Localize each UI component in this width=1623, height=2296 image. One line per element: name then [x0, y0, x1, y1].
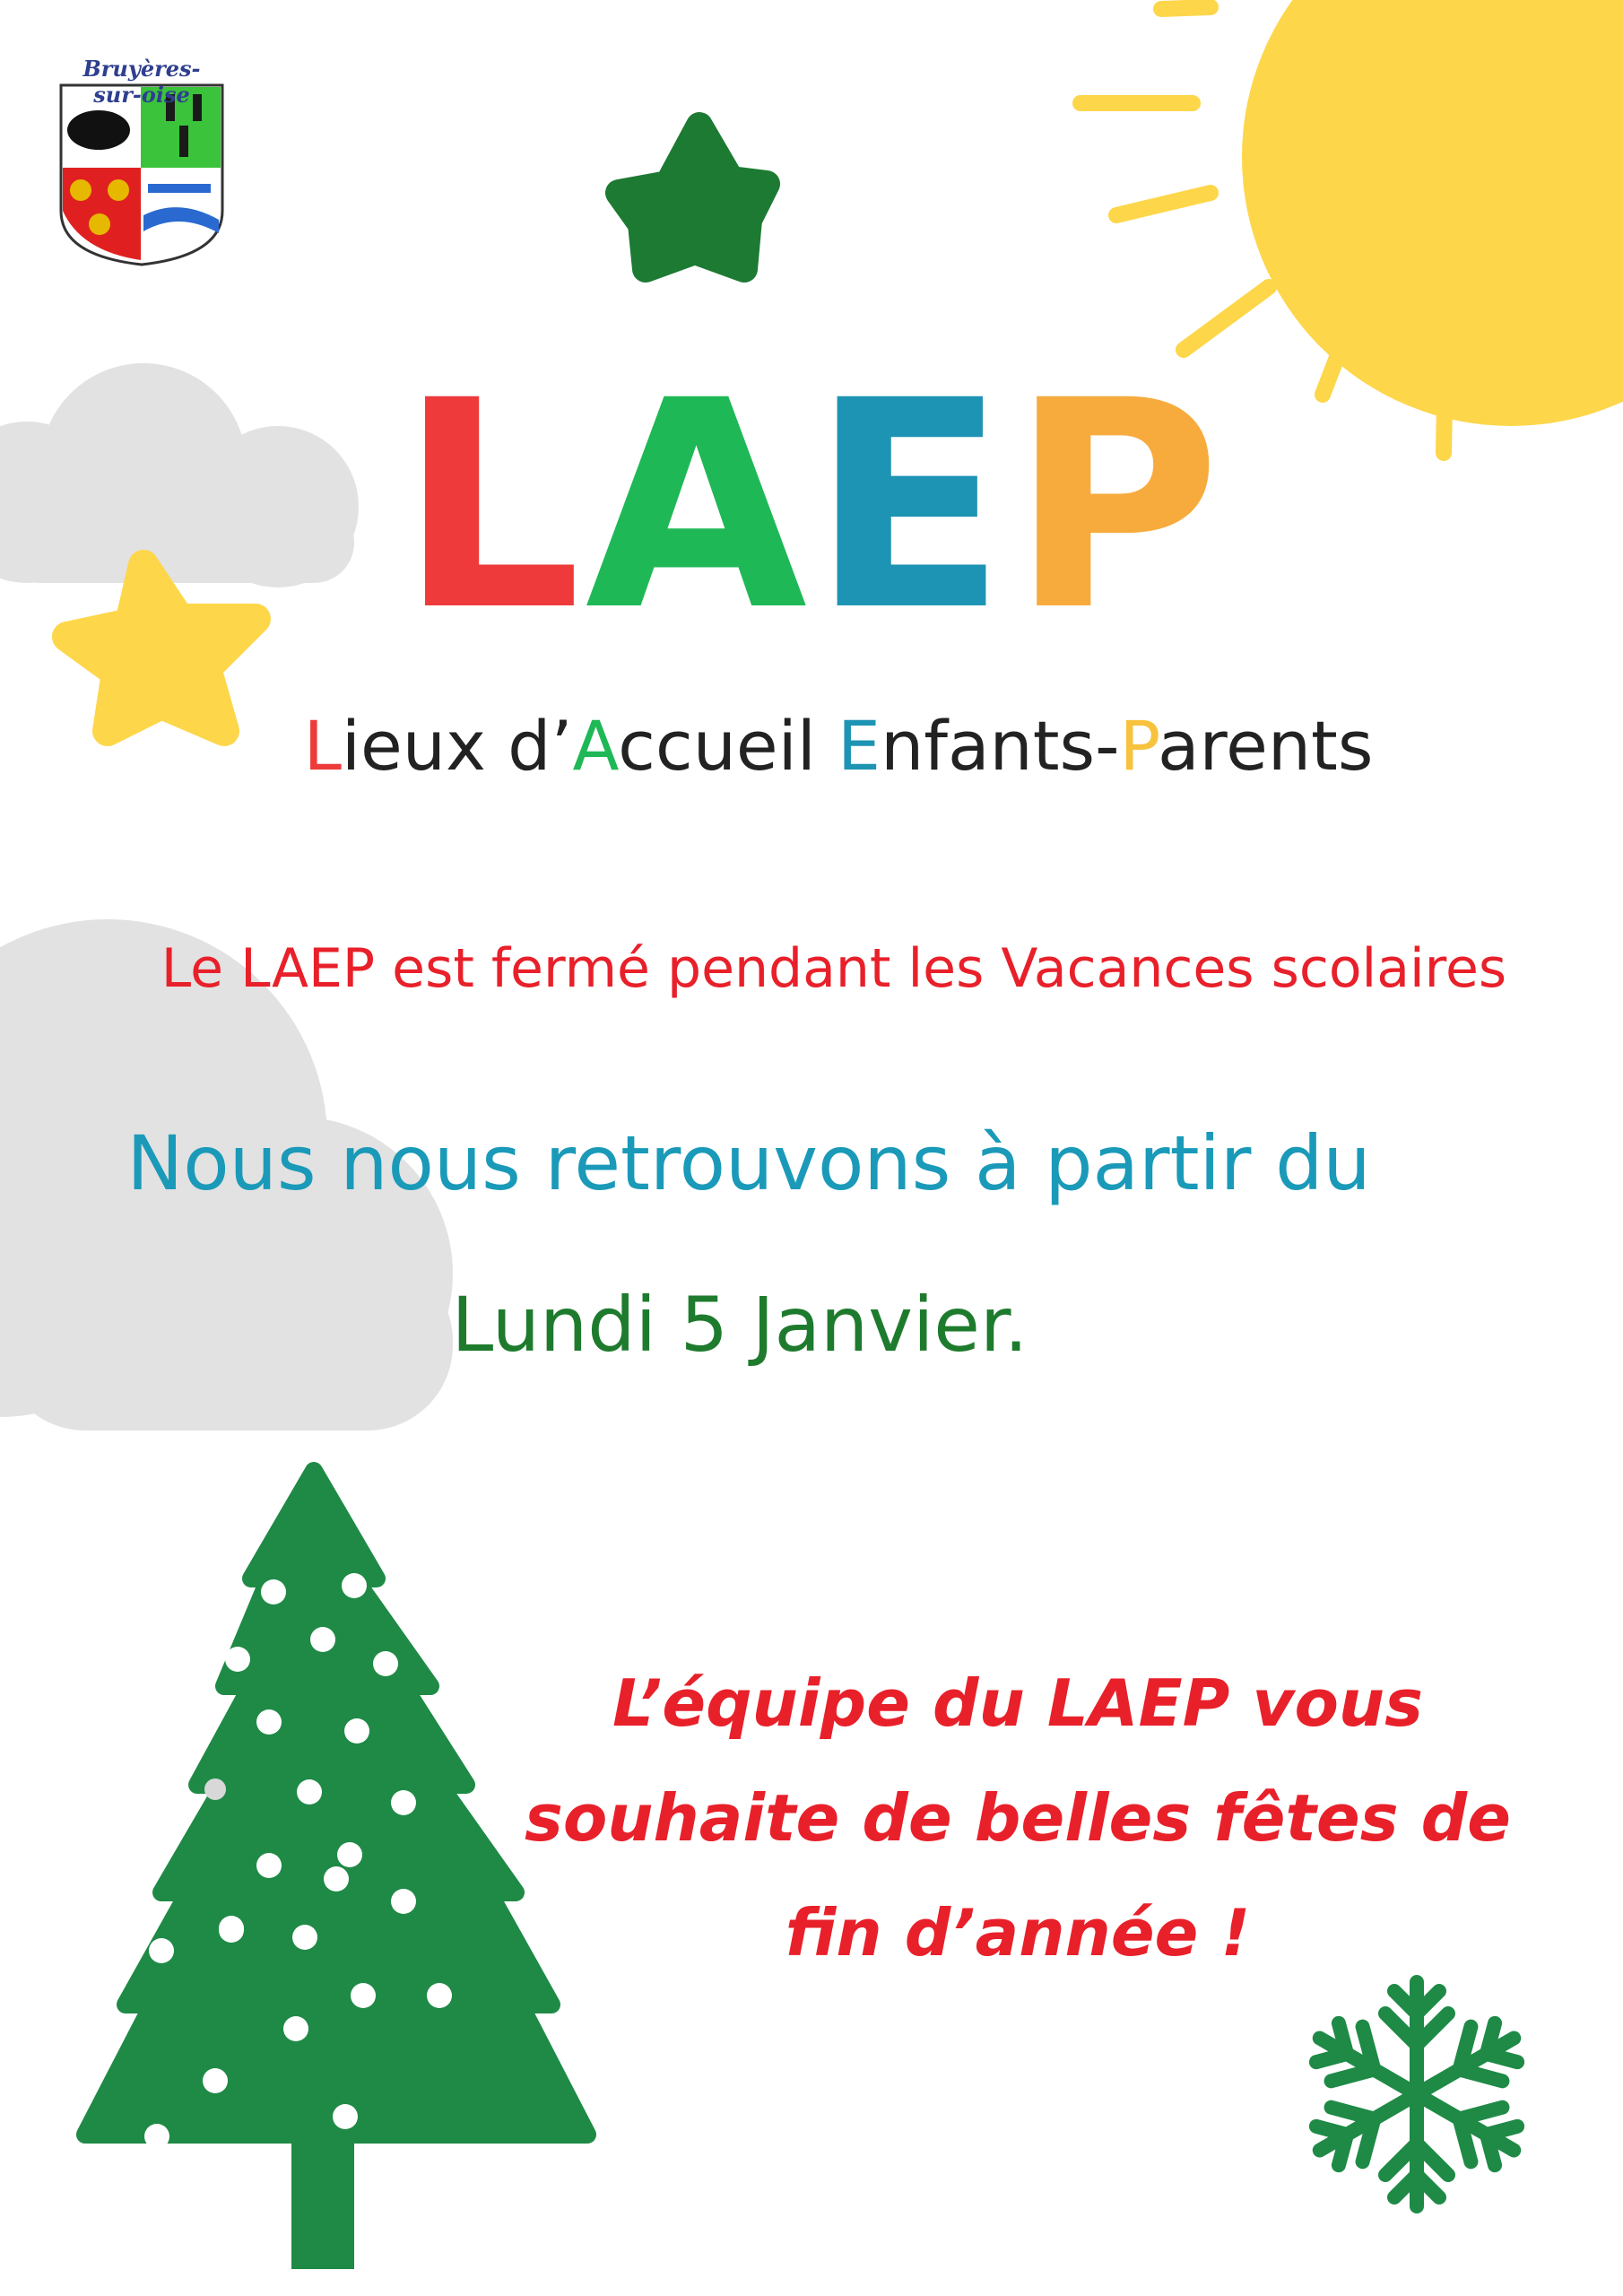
snowflake-icon — [1304, 1982, 1530, 2206]
subtitle-part: A — [572, 706, 619, 786]
holiday-wishes — [502, 1646, 1533, 1990]
reopen-notice-line1: Nous nous retrouvons à partir du — [126, 1119, 1371, 1207]
subtitle-part: E — [838, 706, 881, 786]
wishes-line: souhaite de belles fêtes de — [524, 1780, 1512, 1856]
subtitle-part: ccueil — [618, 706, 838, 786]
wishes-line: fin d’année ! — [785, 1895, 1251, 1970]
reopen-notice-date: Lundi 5 Janvier. — [451, 1281, 1028, 1369]
subtitle-part: P — [1119, 706, 1158, 786]
subtitle-part: ieux d’ — [341, 706, 573, 786]
subtitle-part: nfants- — [881, 706, 1120, 786]
title-letter-a: A — [585, 340, 812, 674]
title-letter-p: P — [1010, 340, 1225, 674]
closed-notice: Le LAEP est fermé pendant les Vacances scolaires — [161, 937, 1507, 1000]
wishes-line: L’équipe du LAEP vous — [612, 1665, 1424, 1741]
title-letter-l: L — [398, 340, 586, 674]
coat-of-arms-icon — [61, 85, 222, 265]
title-letter-e: E — [811, 340, 1011, 674]
star-icon — [619, 126, 767, 269]
logo-town-name: Bruyères-sur-oise — [82, 56, 201, 108]
subtitle-part: L — [303, 706, 342, 786]
subtitle — [27, 706, 1623, 786]
page-title — [0, 340, 1623, 674]
subtitle-part: arents — [1157, 706, 1374, 786]
